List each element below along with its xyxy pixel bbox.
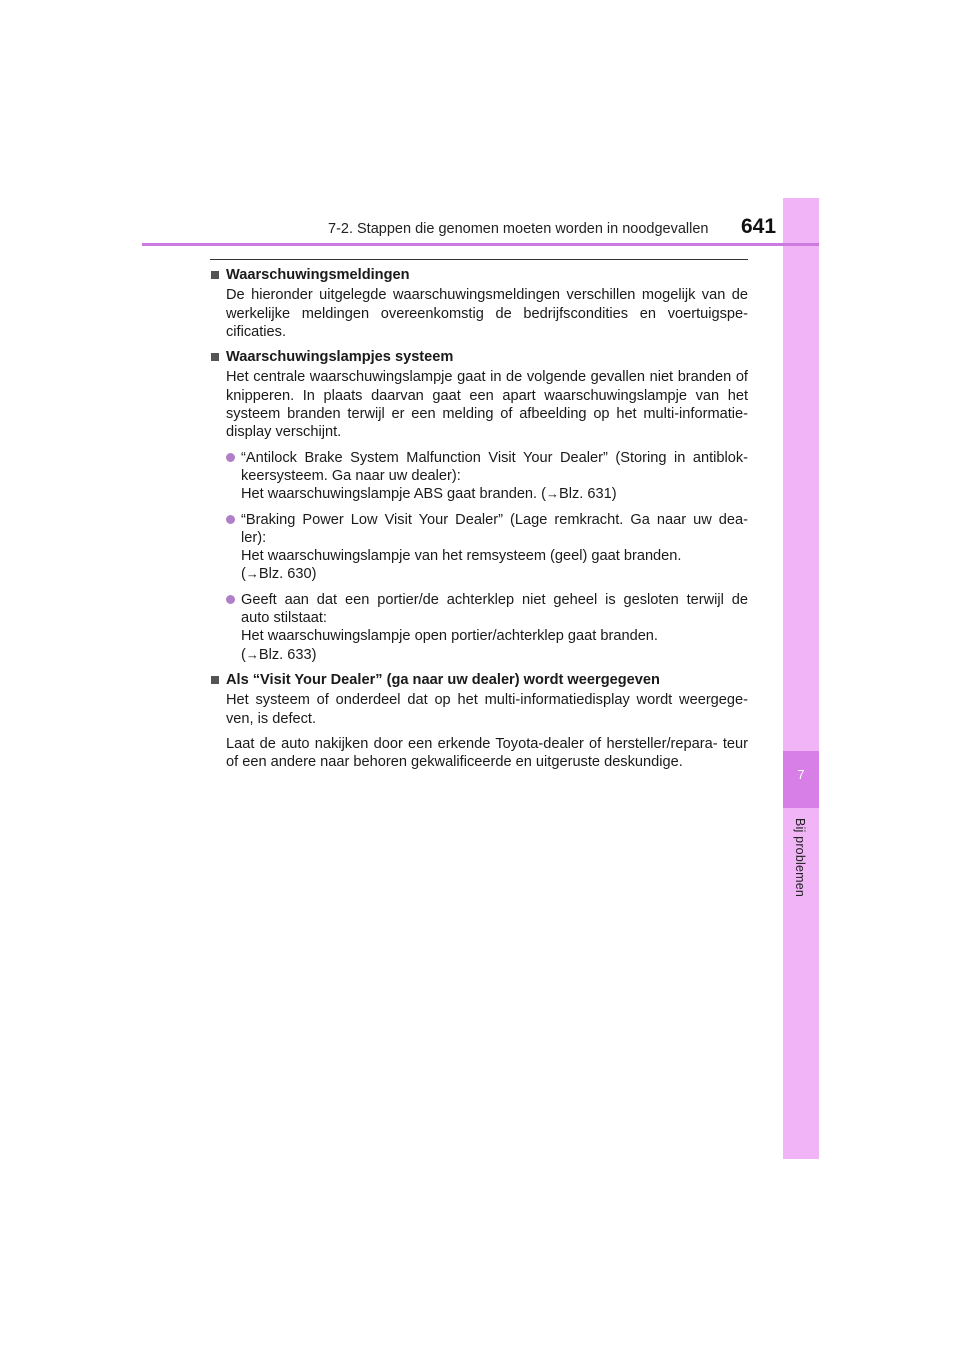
content-top-rule — [210, 259, 748, 260]
page-number: 641 — [741, 215, 777, 238]
ref-paren: ( — [241, 566, 246, 583]
bullet-line — [241, 485, 748, 503]
bullet-line: Geeft aan dat een portier/de achterklep niet geheel is gesloten terwijl de — [241, 591, 748, 608]
arrow-right-icon: → — [546, 486, 560, 502]
header-rule — [142, 243, 819, 246]
arrow-right-icon: → — [245, 566, 259, 582]
bullet-line: “Antilock Brake System Malfunction Visit Your Dealer” (Storing in antiblok- — [241, 449, 748, 466]
bullet-line: “Braking Power Low Visit Your Dealer” (Lage remkracht. Ga naar uw dea- — [241, 511, 748, 528]
page-body — [210, 266, 748, 778]
bullet-line: Het waarschuwingslampje van het remsysteem (geel) gaat branden. — [241, 548, 682, 565]
bullet-line — [241, 646, 748, 664]
paragraph: De hieronder uitgelegde waarschuwingsmeldingen verschillen mogelijk van de werkelijke meldingen overeenkomstig de bedrijfscondities en voertuigspe- cificaties. — [226, 287, 748, 340]
round-bullet-icon — [226, 453, 235, 462]
list-item — [226, 591, 748, 664]
page-reference: Blz. 633) — [258, 646, 317, 663]
list-item — [226, 449, 748, 504]
chapter-side-tab — [783, 198, 819, 1159]
paragraph: Laat de auto nakijken door een erkende Toyota-dealer of hersteller/repara- teur of een andere naar behoren gekwalificeerde en uitgeruste deskundige. — [226, 735, 748, 771]
bullet-line: auto stilstaat: — [241, 610, 327, 627]
arrow-right-icon: → — [245, 646, 259, 662]
chapter-label: Bij problemen — [793, 818, 807, 898]
section-title: Als “Visit Your Dealer” (ga naar uw dealer) wordt weergegeven — [226, 671, 660, 688]
ref-paren: ( — [241, 646, 246, 663]
bullet-line: Het waarschuwingslampje open portier/achterklep gaat branden. — [241, 628, 658, 645]
section-warning-lights — [210, 348, 748, 664]
bullet-line: ler): — [241, 529, 267, 546]
paragraph: Het centrale waarschuwingslampje gaat in de volgende gevallen niet branden of knipperen. In plaats daarvan gaat een apart waarschuwingslampje van het systeem branden terwijl er een melding of afbeelding op het multi-informatie- display verschijnt. — [226, 369, 748, 441]
page-reference: Blz. 630) — [258, 566, 317, 583]
bullet-text: Het waarschuwingslampje ABS gaat branden. ( — [241, 486, 547, 503]
bullet-line: keersysteem. Ga naar uw dealer): — [241, 467, 461, 484]
section-warning-messages — [210, 266, 748, 341]
bullet-line — [241, 565, 748, 583]
running-header-title: 7-2. Stappen die genomen moeten worden in noodgevallen — [328, 221, 709, 237]
round-bullet-icon — [226, 515, 235, 524]
square-bullet-icon — [211, 676, 219, 684]
section-title: Waarschuwingsmeldingen — [226, 267, 410, 283]
square-bullet-icon — [211, 353, 219, 361]
list-item — [226, 511, 748, 584]
paragraph: Het systeem of onderdeel dat op het multi-informatiedisplay wordt weergege- ven, is defect. — [226, 692, 748, 727]
square-bullet-icon — [211, 271, 219, 279]
section-visit-dealer — [210, 671, 748, 771]
chapter-number: 7 — [797, 767, 805, 782]
round-bullet-icon — [226, 595, 235, 604]
section-title: Waarschuwingslampjes systeem — [226, 349, 454, 366]
page-reference: Blz. 631) — [559, 486, 617, 503]
